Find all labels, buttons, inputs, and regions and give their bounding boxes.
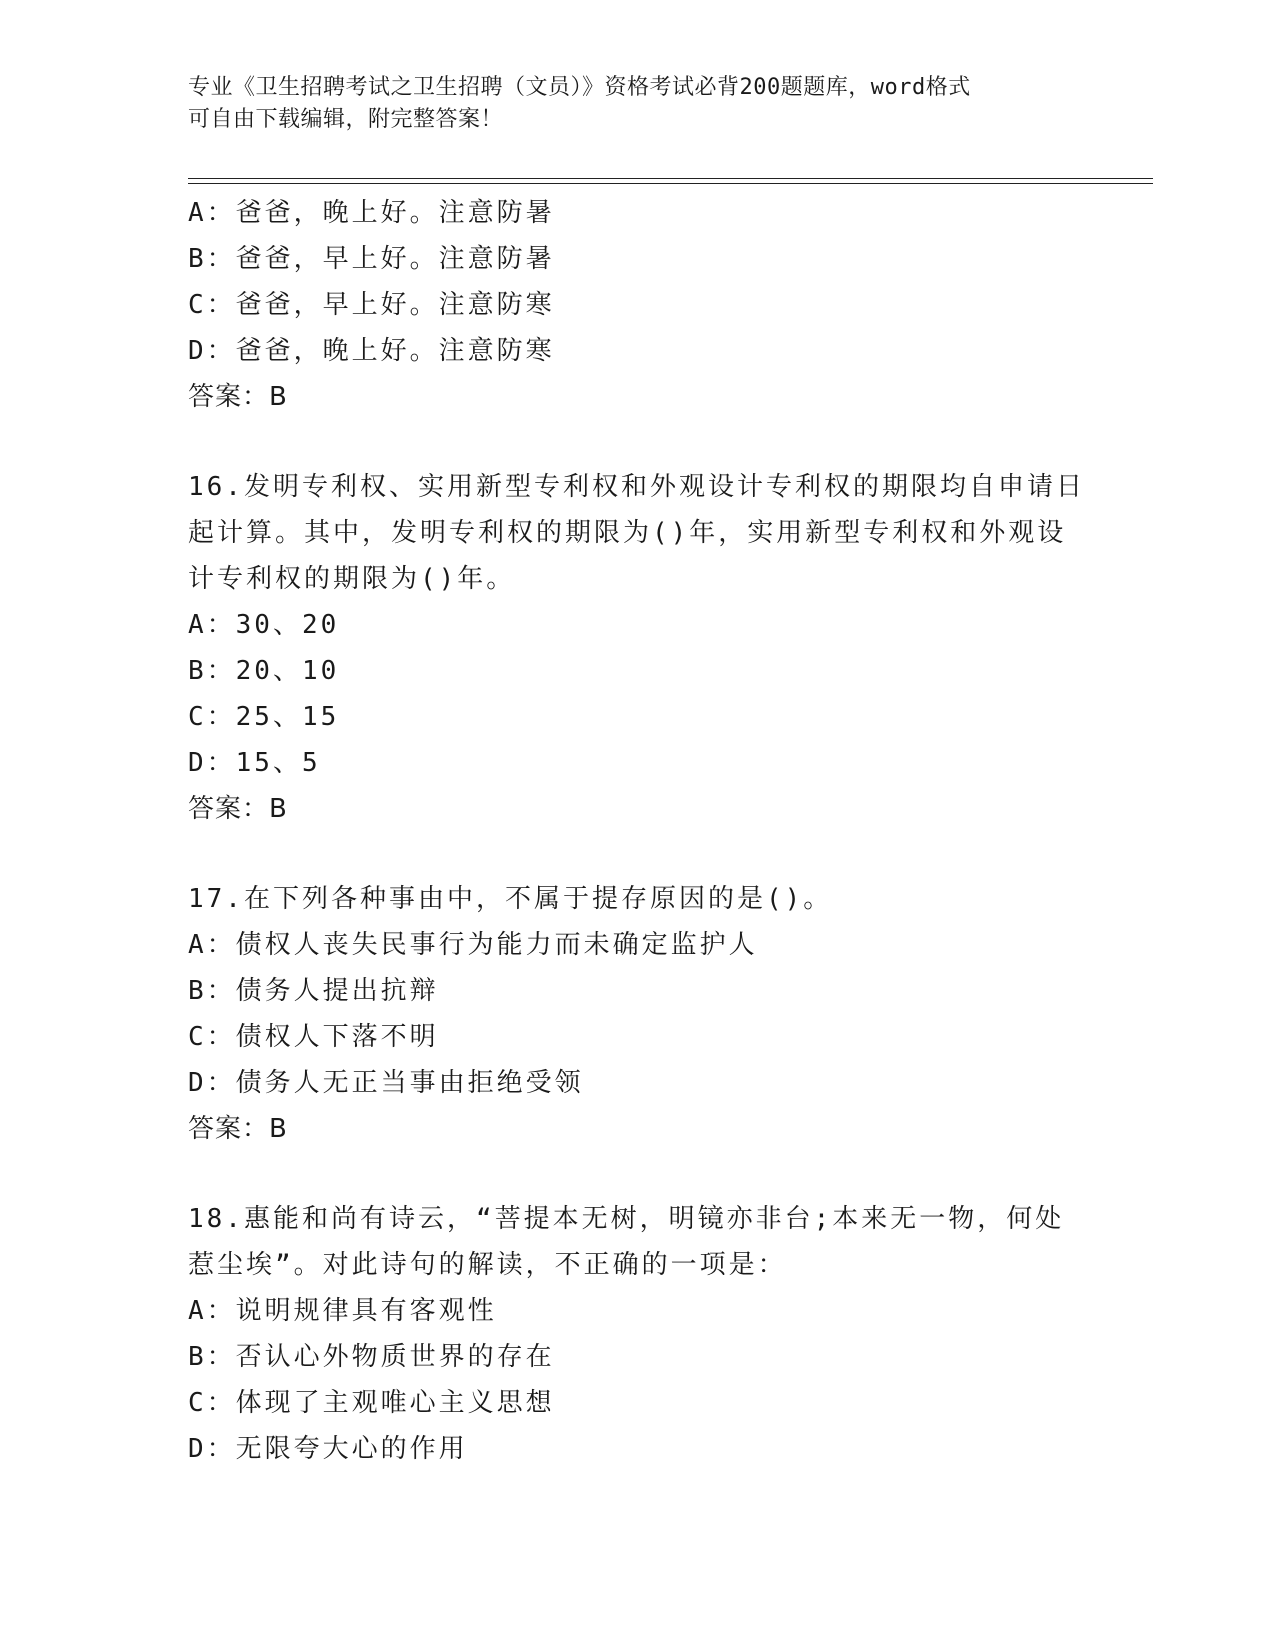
option-a: A：30、20 [188, 610, 340, 640]
question-block-17 [188, 876, 1088, 1152]
option-d: D：爸爸，晚上好。注意防寒 [188, 336, 555, 366]
option-d: D：债务人无正当事由拒绝受领 [188, 1068, 584, 1098]
header-rule-top [188, 178, 1153, 179]
option-c: C：25、15 [188, 702, 340, 732]
option-b: B：20、10 [188, 656, 340, 686]
question-block-15 [188, 190, 1088, 420]
question-block-18 [188, 1196, 1088, 1472]
question-block-16 [188, 464, 1088, 832]
answer-line: 答案：B [188, 794, 288, 824]
question-text: 18.惠能和尚有诗云，“菩提本无树，明镜亦非台;本来无一物，何处 [188, 1204, 1065, 1234]
option-a: A：说明规律具有客观性 [188, 1296, 497, 1326]
answer-line: 答案：B [188, 1114, 288, 1144]
header-rule-bottom [188, 183, 1153, 184]
option-c: C：体现了主观唯心主义思想 [188, 1388, 555, 1418]
document-header [188, 72, 1088, 136]
option-a: A：债权人丧失民事行为能力而未确定监护人 [188, 930, 758, 960]
question-text: 17.在下列各种事由中，不属于提存原因的是()。 [188, 884, 833, 914]
document-body [188, 190, 1088, 1472]
option-b: B：否认心外物质世界的存在 [188, 1342, 555, 1372]
option-d: D：无限夸大心的作用 [188, 1434, 468, 1464]
question-text: 起计算。其中，发明专利权的期限为()年，实用新型专利权和外观设 [188, 518, 1067, 548]
question-text: 惹尘埃”。对此诗句的解读，不正确的一项是： [188, 1250, 787, 1280]
question-text: 计专利权的期限为()年。 [188, 564, 516, 594]
option-c: C：爸爸，早上好。注意防寒 [188, 290, 555, 320]
answer-line: 答案：B [188, 382, 288, 412]
option-b: B：债务人提出抗辩 [188, 976, 439, 1006]
header-line-1: 专业《卫生招聘考试之卫生招聘（文员）》资格考试必背200题题库，word格式 [188, 75, 971, 100]
option-c: C：债权人下落不明 [188, 1022, 439, 1052]
header-line-2: 可自由下载编辑，附完整答案！ [188, 107, 504, 132]
option-a: A：爸爸，晚上好。注意防暑 [188, 198, 555, 228]
option-d: D：15、5 [188, 748, 321, 778]
question-text: 16.发明专利权、实用新型专利权和外观设计专利权的期限均自申请日 [188, 472, 1085, 502]
option-b: B：爸爸，早上好。注意防暑 [188, 244, 555, 274]
